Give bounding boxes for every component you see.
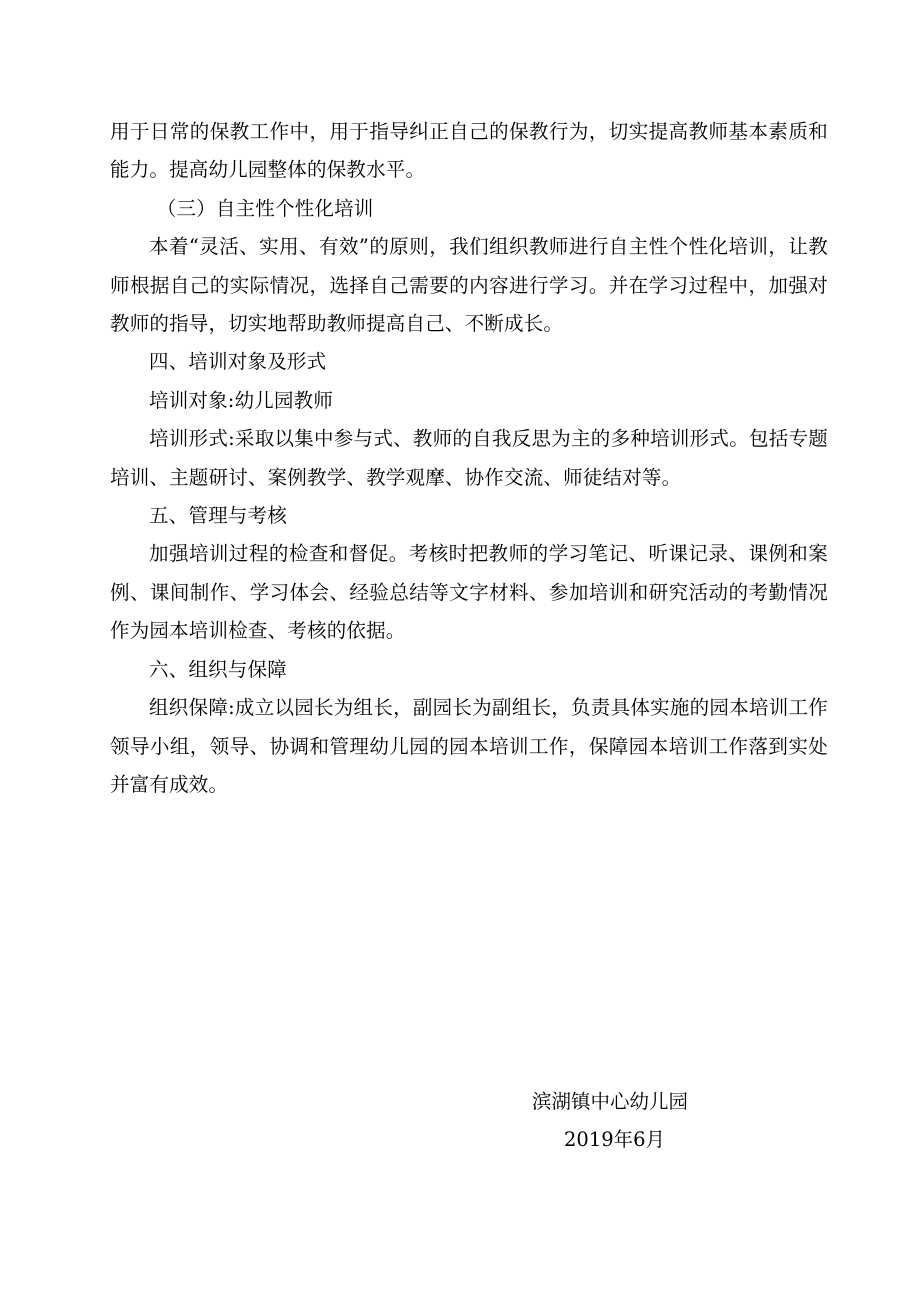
paragraph-continuation: 用于日常的保教工作中，用于指导纠正自己的保教行为，切实提高教师基本素质和能力。提高幼儿园整体的保教水平。: [110, 120, 828, 182]
heading-management-and-assessment: 五、管理与考核: [149, 504, 287, 528]
paragraph-organization-and-support: 组织保障:成立以园长为组长，副园长为副组长，负责具体实施的园本培训工作领导小组，领导、协调和管理幼儿园的园本培训工作，保障园本培训工作落到实处并富有成效。: [110, 696, 828, 796]
signature-block: [500, 1083, 740, 1160]
paragraph-self-directed-training: 本着“灵活、实用、有效”的原则，我们组织教师进行自主性个性化培训，让教师根据自己的实际情况，选择自己需要的内容进行学习。并在学习过程中，加强对教师的指导，切实地帮助教师提高自己、不断成长。: [110, 235, 828, 336]
heading-organization-and-support: 六、组织与保障: [149, 657, 287, 681]
signature-organization: 滨湖镇中心幼儿园: [532, 1090, 689, 1113]
document-body: [110, 113, 828, 804]
paragraph-training-targets: 培训对象:幼儿园教师: [149, 388, 334, 412]
paragraph-training-forms: 培训形式:采取以集中参与式、教师的自我反思为主的多种培训形式。包括专题培训、主题研讨、案例教学、教学观摩、协作交流、师徒结对等。: [110, 427, 828, 489]
paragraph-management-and-assessment: 加强培训过程的检查和督促。考核时把教师的学习笔记、听课记录、课例和案例、课间制作、学习体会、经验总结等文字材料、参加培训和研究活动的考勤情况作为园本培训检查、考核的依据。: [110, 542, 828, 643]
heading-training-targets-and-forms: 四、培训对象及形式: [149, 350, 327, 374]
heading-self-directed-training: （三）自主性个性化培训: [156, 196, 374, 220]
signature-date: 2019年6月: [564, 1128, 666, 1152]
